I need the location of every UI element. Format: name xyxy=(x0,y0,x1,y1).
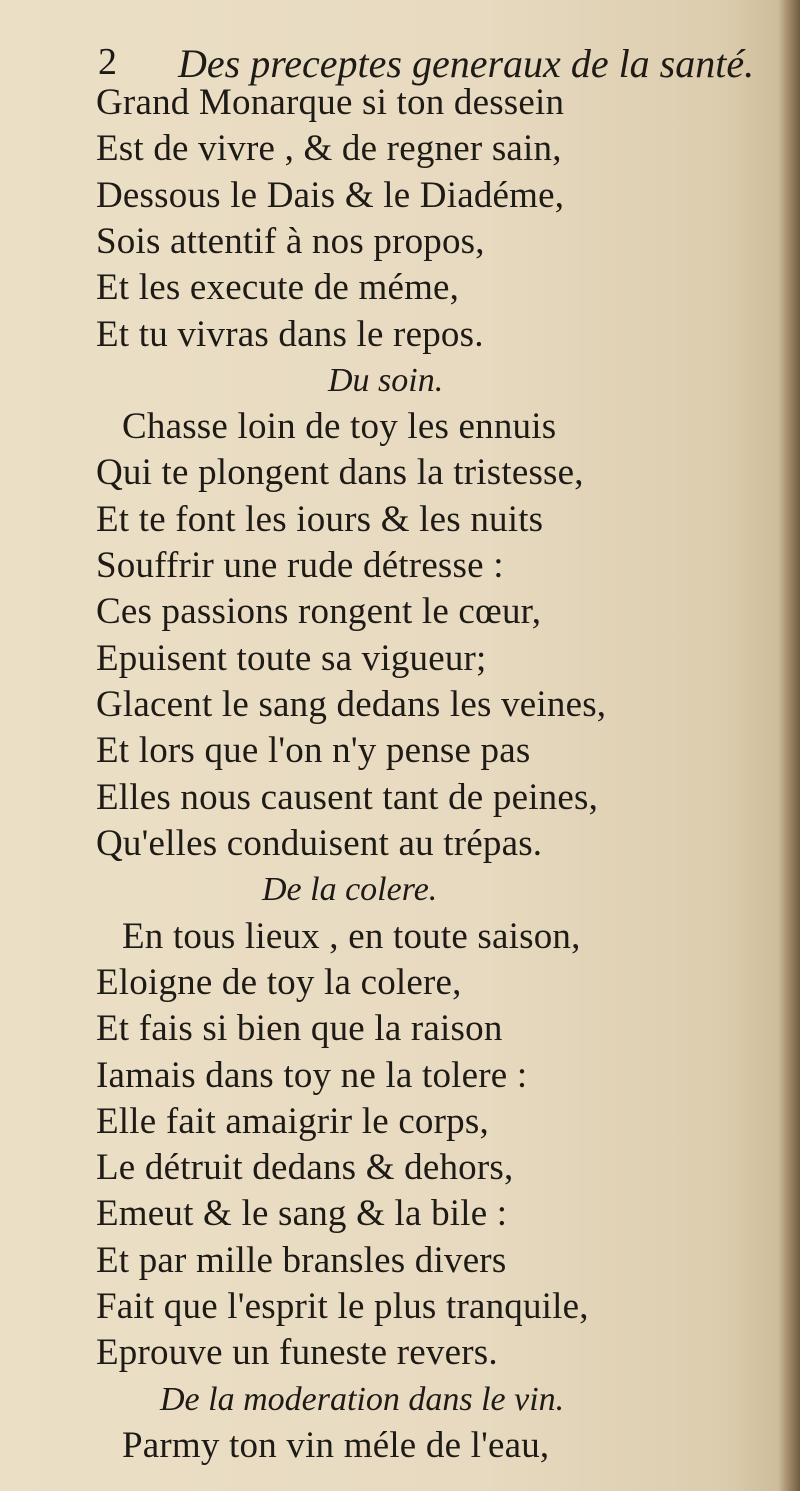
verse-line: Et lors que l'on n'y pense pas xyxy=(96,730,531,771)
verse-line: Glacent le sang dedans les veines, xyxy=(96,684,607,725)
verse-line: Elles nous causent tant de peines, xyxy=(96,777,599,818)
verse-line: Eloigne de toy la colere, xyxy=(96,962,462,1003)
verse-line: Souffrir une rude détresse : xyxy=(96,545,504,586)
verse-line: Qui te plongent dans la tristesse, xyxy=(96,452,584,493)
verse-line: Et fais si bien que la raison xyxy=(96,1008,503,1049)
verse-line: Qu'elles conduisent au trépas. xyxy=(96,823,543,864)
page-edge-shadow xyxy=(778,0,800,1491)
verse-line: Fait que l'esprit le plus tranquile, xyxy=(96,1286,589,1327)
verse-line: Iamais dans toy ne la tolere : xyxy=(96,1055,528,1096)
verse-line: Parmy ton vin méle de l'eau, xyxy=(122,1425,550,1466)
verse-line: Le détruit dedans & dehors, xyxy=(96,1147,514,1188)
verse-line: Est de vivre , & de regner sain, xyxy=(96,128,562,169)
verse-line: Et te font les iours & les nuits xyxy=(96,499,544,540)
verse-line: Ces passions rongent le cœur, xyxy=(96,591,542,632)
section-heading: De la colere. xyxy=(262,871,438,908)
verse-line: Epuisent toute sa vigueur; xyxy=(96,638,487,679)
verse-line: En tous lieux , en toute saison, xyxy=(122,916,581,957)
verse-line: Elle fait amaigrir le corps, xyxy=(96,1101,489,1142)
page-number: 2 xyxy=(98,41,117,83)
section-heading: De la moderation dans le vin. xyxy=(160,1381,565,1418)
verse-line: Dessous le Dais & le Diadéme, xyxy=(96,175,565,216)
verse-line: Eprouve un funeste revers. xyxy=(96,1332,498,1373)
verse-line: Grand Monarque si ton dessein xyxy=(96,82,565,123)
running-title: Des preceptes generaux de la santé. xyxy=(178,41,755,86)
section-heading: Du soin. xyxy=(328,362,444,399)
verse-line: Chasse loin de toy les ennuis xyxy=(122,406,557,447)
verse-line: Sois attentif à nos propos, xyxy=(96,221,485,262)
verse-line: Et par mille bransles divers xyxy=(96,1240,507,1281)
verse-line: Et les execute de méme, xyxy=(96,267,460,308)
verse-line: Et tu vivras dans le repos. xyxy=(96,314,484,355)
verse-line: Emeut & le sang & la bile : xyxy=(96,1193,508,1234)
